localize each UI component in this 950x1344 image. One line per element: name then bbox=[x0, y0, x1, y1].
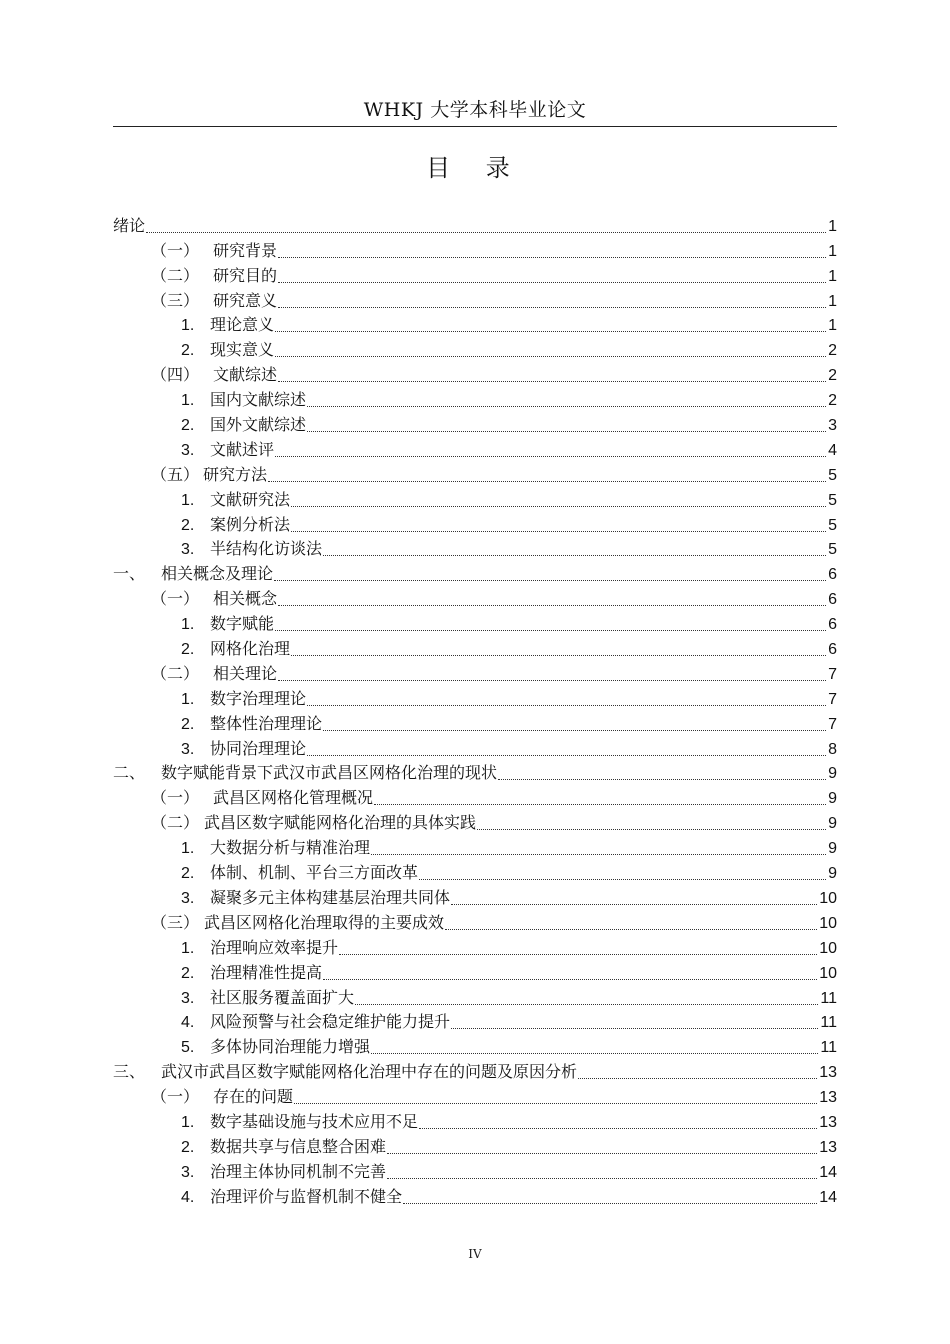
toc-entry-title: 国内文献综述 bbox=[210, 392, 307, 410]
toc-entry-title: 多体协同治理能力增强 bbox=[210, 1039, 371, 1057]
toc-entry-page: 1 bbox=[828, 317, 837, 335]
toc-entry-page: 13 bbox=[819, 1089, 837, 1107]
toc-entry[interactable] bbox=[113, 909, 837, 934]
toc-entry-number: 1. bbox=[181, 690, 195, 708]
toc-entry[interactable] bbox=[113, 1108, 837, 1133]
toc-entry-page: 1 bbox=[828, 242, 837, 260]
toc-entry[interactable] bbox=[113, 710, 837, 735]
toc-entry-page: 7 bbox=[828, 715, 837, 733]
toc-entry-page: 9 bbox=[828, 790, 837, 808]
toc-dot-leader bbox=[323, 729, 826, 731]
toc-entry-title: 治理精准性提高 bbox=[210, 964, 323, 982]
toc-entry[interactable] bbox=[113, 511, 837, 536]
toc-entry-title: 社区服务覆盖面扩大 bbox=[210, 989, 355, 1007]
toc-entry-title: 相关概念 bbox=[213, 591, 278, 609]
toc-entry-title: 文献研究法 bbox=[210, 491, 291, 509]
toc-entry-number: 1. bbox=[181, 939, 195, 957]
toc-dot-leader bbox=[451, 1027, 818, 1029]
toc-dot-leader bbox=[275, 330, 826, 332]
toc-entry[interactable] bbox=[113, 361, 837, 386]
toc-entry[interactable] bbox=[113, 1033, 837, 1058]
toc-dot-leader bbox=[307, 704, 826, 706]
toc-entry-title: 武昌区网格化治理取得的主要成效 bbox=[204, 914, 445, 932]
toc-entry-number: （二） bbox=[151, 815, 200, 833]
toc-entry-page: 11 bbox=[820, 1014, 837, 1032]
toc-entry-page: 1 bbox=[828, 267, 837, 285]
toc-entry[interactable] bbox=[113, 336, 837, 361]
toc-entry[interactable] bbox=[113, 212, 837, 237]
toc-dot-leader bbox=[374, 803, 826, 805]
toc-entry-title: 数字赋能 bbox=[210, 616, 275, 634]
toc-dot-leader bbox=[445, 928, 817, 930]
toc-entry-title: 相关理论 bbox=[213, 665, 278, 683]
toc-entry-title: 武汉市武昌区数字赋能网格化治理中存在的问题及原因分析 bbox=[161, 1064, 578, 1082]
toc-entry-number: 1. bbox=[181, 840, 195, 858]
running-header: WHKJ 大学本科毕业论文 bbox=[363, 99, 587, 121]
toc-entry-page: 10 bbox=[819, 889, 837, 907]
toc-entry-number: 3. bbox=[181, 889, 195, 907]
toc-entry-page: 11 bbox=[820, 989, 837, 1007]
toc-dot-leader bbox=[339, 953, 817, 955]
toc-dot-leader bbox=[477, 828, 826, 830]
toc-dot-leader bbox=[278, 256, 826, 258]
toc-entry-number: （一） bbox=[151, 790, 200, 808]
toc-entry-title: 研究意义 bbox=[213, 292, 278, 310]
toc-entry-title: 风险预警与社会稳定维护能力提升 bbox=[210, 1014, 451, 1032]
toc-entry[interactable] bbox=[113, 1083, 837, 1108]
toc-entry-number: 3. bbox=[181, 989, 195, 1007]
toc-dot-leader bbox=[387, 1152, 817, 1154]
toc-entry[interactable] bbox=[113, 809, 837, 834]
toc-entry-title: 协同治理理论 bbox=[210, 740, 307, 758]
toc-entry[interactable] bbox=[113, 411, 837, 436]
page-title: 目 录 bbox=[426, 154, 524, 182]
toc-entry-number: 5. bbox=[181, 1039, 195, 1057]
toc-entry[interactable] bbox=[113, 560, 837, 585]
toc-entry-page: 5 bbox=[828, 466, 837, 484]
toc-entry-page: 10 bbox=[819, 964, 837, 982]
toc-entry-number: 三、 bbox=[113, 1064, 146, 1082]
toc-entry-page: 6 bbox=[828, 566, 837, 584]
toc-entry-page: 9 bbox=[828, 765, 837, 783]
toc-entry-number: 1. bbox=[181, 392, 195, 410]
toc-entry-page: 14 bbox=[819, 1188, 837, 1206]
toc-entry-title: 体制、机制、平台三方面改革 bbox=[210, 865, 419, 883]
toc-entry[interactable] bbox=[113, 984, 837, 1009]
toc-dot-leader bbox=[419, 1127, 817, 1129]
toc-entry-page: 2 bbox=[828, 367, 837, 385]
toc-entry-number: （一） bbox=[151, 242, 200, 260]
toc-entry-page: 5 bbox=[828, 541, 837, 559]
toc-dot-leader bbox=[278, 604, 826, 606]
toc-entry-number: 2. bbox=[181, 641, 195, 659]
toc-entry-page: 6 bbox=[828, 641, 837, 659]
toc-entry-number: 1. bbox=[181, 1113, 195, 1131]
toc-entry-number: 1. bbox=[181, 491, 195, 509]
toc-entry-title: 研究方法 bbox=[203, 466, 268, 484]
toc-entry-number: （三） bbox=[151, 914, 200, 932]
toc-entry-title: 网格化治理 bbox=[210, 641, 291, 659]
page-number: IV bbox=[468, 1247, 482, 1261]
toc-entry-title: 存在的问题 bbox=[213, 1089, 294, 1107]
toc-entry[interactable] bbox=[113, 585, 837, 610]
toc-dot-leader bbox=[146, 231, 826, 233]
toc-entry[interactable] bbox=[113, 959, 837, 984]
toc-entry-title: 数字赋能背景下武汉市武昌区网格化治理的现状 bbox=[161, 765, 498, 783]
toc-entry-title: 绪论 bbox=[113, 217, 146, 235]
toc-entry-page: 13 bbox=[819, 1138, 837, 1156]
toc-entry-title: 现实意义 bbox=[210, 342, 275, 360]
toc-dot-leader bbox=[275, 455, 826, 457]
toc-dot-leader bbox=[371, 1052, 818, 1054]
toc-entry-page: 3 bbox=[828, 417, 837, 435]
toc-entry-title: 治理主体协同机制不完善 bbox=[210, 1163, 387, 1181]
toc-entry-page: 9 bbox=[828, 840, 837, 858]
toc-entry[interactable] bbox=[113, 760, 837, 785]
toc-entry[interactable] bbox=[113, 635, 837, 660]
toc-entry-number: 3. bbox=[181, 1163, 195, 1181]
toc-entry-title: 凝聚多元主体构建基层治理共同体 bbox=[210, 889, 451, 907]
toc-entry-page: 13 bbox=[819, 1064, 837, 1082]
toc-dot-leader bbox=[278, 306, 826, 308]
toc-entry-page: 4 bbox=[828, 441, 837, 459]
toc-entry-title: 数字治理理论 bbox=[210, 690, 307, 708]
toc-dot-leader bbox=[275, 355, 826, 357]
toc-entry[interactable] bbox=[113, 660, 837, 685]
toc-entry-number: 二、 bbox=[113, 765, 146, 783]
toc-dot-leader bbox=[387, 1177, 817, 1179]
toc-entry-number: 4. bbox=[181, 1188, 195, 1206]
toc-dot-leader bbox=[278, 679, 826, 681]
toc-entry-page: 5 bbox=[828, 491, 837, 509]
toc-entry-number: 2. bbox=[181, 964, 195, 982]
toc-entry[interactable] bbox=[113, 934, 837, 959]
toc-entry-page: 1 bbox=[828, 292, 837, 310]
toc-dot-leader bbox=[294, 1102, 817, 1104]
toc-dot-leader bbox=[355, 1003, 818, 1005]
toc-entry[interactable] bbox=[113, 536, 837, 561]
toc-entry[interactable] bbox=[113, 1009, 837, 1034]
toc-dot-leader bbox=[419, 878, 826, 880]
toc-dot-leader bbox=[578, 1077, 817, 1079]
toc-dot-leader bbox=[451, 903, 817, 905]
toc-entry[interactable] bbox=[113, 1058, 837, 1083]
toc-entry-title: 数字基础设施与技术应用不足 bbox=[210, 1113, 419, 1131]
toc-entry[interactable] bbox=[113, 610, 837, 635]
toc-entry[interactable] bbox=[113, 1158, 837, 1183]
toc-entry[interactable] bbox=[113, 486, 837, 511]
toc-entry-title: 相关概念及理论 bbox=[161, 566, 274, 584]
toc-entry-number: 2. bbox=[181, 417, 195, 435]
toc-entry-title: 国外文献综述 bbox=[210, 417, 307, 435]
toc-entry-title: 治理评价与监督机制不健全 bbox=[210, 1188, 403, 1206]
toc-entry-title: 武昌区数字赋能网格化治理的具体实践 bbox=[204, 815, 477, 833]
toc-entry-title: 文献述评 bbox=[210, 441, 275, 459]
toc-entry-number: （一） bbox=[151, 591, 200, 609]
header-rule bbox=[113, 126, 837, 127]
toc-entry[interactable] bbox=[113, 735, 837, 760]
toc-entry-title: 研究目的 bbox=[213, 267, 278, 285]
toc-entry-page: 6 bbox=[828, 591, 837, 609]
toc-entry[interactable] bbox=[113, 1183, 837, 1208]
toc-entry-page: 1 bbox=[828, 217, 837, 235]
toc-dot-leader bbox=[323, 554, 826, 556]
toc-entry[interactable] bbox=[113, 834, 837, 859]
toc-entry[interactable] bbox=[113, 436, 837, 461]
toc-dot-leader bbox=[307, 405, 826, 407]
toc-entry-number: （二） bbox=[151, 267, 200, 285]
toc-entry-page: 5 bbox=[828, 516, 837, 534]
toc-dot-leader bbox=[291, 654, 826, 656]
toc-entry-number: （三） bbox=[151, 292, 200, 310]
toc-entry-page: 10 bbox=[819, 939, 837, 957]
toc-entry-title: 整体性治理理论 bbox=[210, 715, 323, 733]
toc-entry-title: 案例分析法 bbox=[210, 516, 291, 534]
toc-entry[interactable] bbox=[113, 312, 837, 337]
toc-entry-title: 文献综述 bbox=[213, 367, 278, 385]
toc-entry-number: （二） bbox=[151, 665, 200, 683]
toc-dot-leader bbox=[268, 480, 826, 482]
toc-dot-leader bbox=[323, 978, 817, 980]
toc-entry-number: 2. bbox=[181, 715, 195, 733]
toc-entry-title: 大数据分析与精准治理 bbox=[210, 840, 371, 858]
toc-entry[interactable] bbox=[113, 784, 837, 809]
toc-entry-page: 2 bbox=[828, 342, 837, 360]
toc-entry-number: 1. bbox=[181, 616, 195, 634]
toc-entry-title: 武昌区网格化管理概况 bbox=[213, 790, 374, 808]
toc-entry-number: 3. bbox=[181, 740, 195, 758]
toc-entry-page: 7 bbox=[828, 665, 837, 683]
toc-dot-leader bbox=[307, 754, 826, 756]
toc-entry-number: 3. bbox=[181, 441, 195, 459]
toc-entry-page: 7 bbox=[828, 690, 837, 708]
toc-entry[interactable] bbox=[113, 859, 837, 884]
toc-dot-leader bbox=[498, 778, 826, 780]
toc-entry-page: 2 bbox=[828, 392, 837, 410]
toc-dot-leader bbox=[275, 629, 826, 631]
toc-entry-page: 14 bbox=[819, 1163, 837, 1181]
toc-entry-number: 1. bbox=[181, 317, 195, 335]
toc-entry-page: 11 bbox=[820, 1039, 837, 1057]
toc-entry-number: 一、 bbox=[113, 566, 146, 584]
toc-dot-leader bbox=[274, 579, 826, 581]
toc-entry-title: 数据共享与信息整合困难 bbox=[210, 1138, 387, 1156]
toc-entry-title: 半结构化访谈法 bbox=[210, 541, 323, 559]
toc-entry-number: 2. bbox=[181, 342, 195, 360]
toc-dot-leader bbox=[278, 281, 826, 283]
toc-entry[interactable] bbox=[113, 685, 837, 710]
toc-entry-number: 2. bbox=[181, 1138, 195, 1156]
toc-entry-number: （四） bbox=[151, 367, 200, 385]
toc-entry-title: 治理响应效率提升 bbox=[210, 939, 339, 957]
toc-entry-title: 理论意义 bbox=[210, 317, 275, 335]
toc-dot-leader bbox=[291, 530, 826, 532]
toc-entry-title: 研究背景 bbox=[213, 242, 278, 260]
toc-entry[interactable] bbox=[113, 237, 837, 262]
toc-entry-page: 9 bbox=[828, 865, 837, 883]
toc-entry-number: 2. bbox=[181, 516, 195, 534]
toc-entry-number: 2. bbox=[181, 865, 195, 883]
toc-entry[interactable] bbox=[113, 386, 837, 411]
toc-dot-leader bbox=[403, 1202, 817, 1204]
toc-entry-page: 6 bbox=[828, 616, 837, 634]
toc-entry[interactable] bbox=[113, 262, 837, 287]
toc-entry[interactable] bbox=[113, 1133, 837, 1158]
toc-entry-page: 8 bbox=[828, 740, 837, 758]
toc-dot-leader bbox=[307, 430, 826, 432]
toc-entry-number: （一） bbox=[151, 1089, 200, 1107]
toc-dot-leader bbox=[371, 853, 826, 855]
toc-entry[interactable] bbox=[113, 884, 837, 909]
toc-entry-page: 13 bbox=[819, 1113, 837, 1131]
toc-entry-page: 10 bbox=[819, 914, 837, 932]
table-of-contents bbox=[113, 212, 837, 1208]
toc-entry-page: 9 bbox=[828, 815, 837, 833]
toc-entry-number: 3. bbox=[181, 541, 195, 559]
toc-entry-number: 4. bbox=[181, 1014, 195, 1032]
toc-entry-number: （五） bbox=[151, 466, 200, 484]
toc-entry[interactable] bbox=[113, 287, 837, 312]
toc-dot-leader bbox=[278, 380, 826, 382]
toc-dot-leader bbox=[291, 505, 826, 507]
toc-entry[interactable] bbox=[113, 461, 837, 486]
